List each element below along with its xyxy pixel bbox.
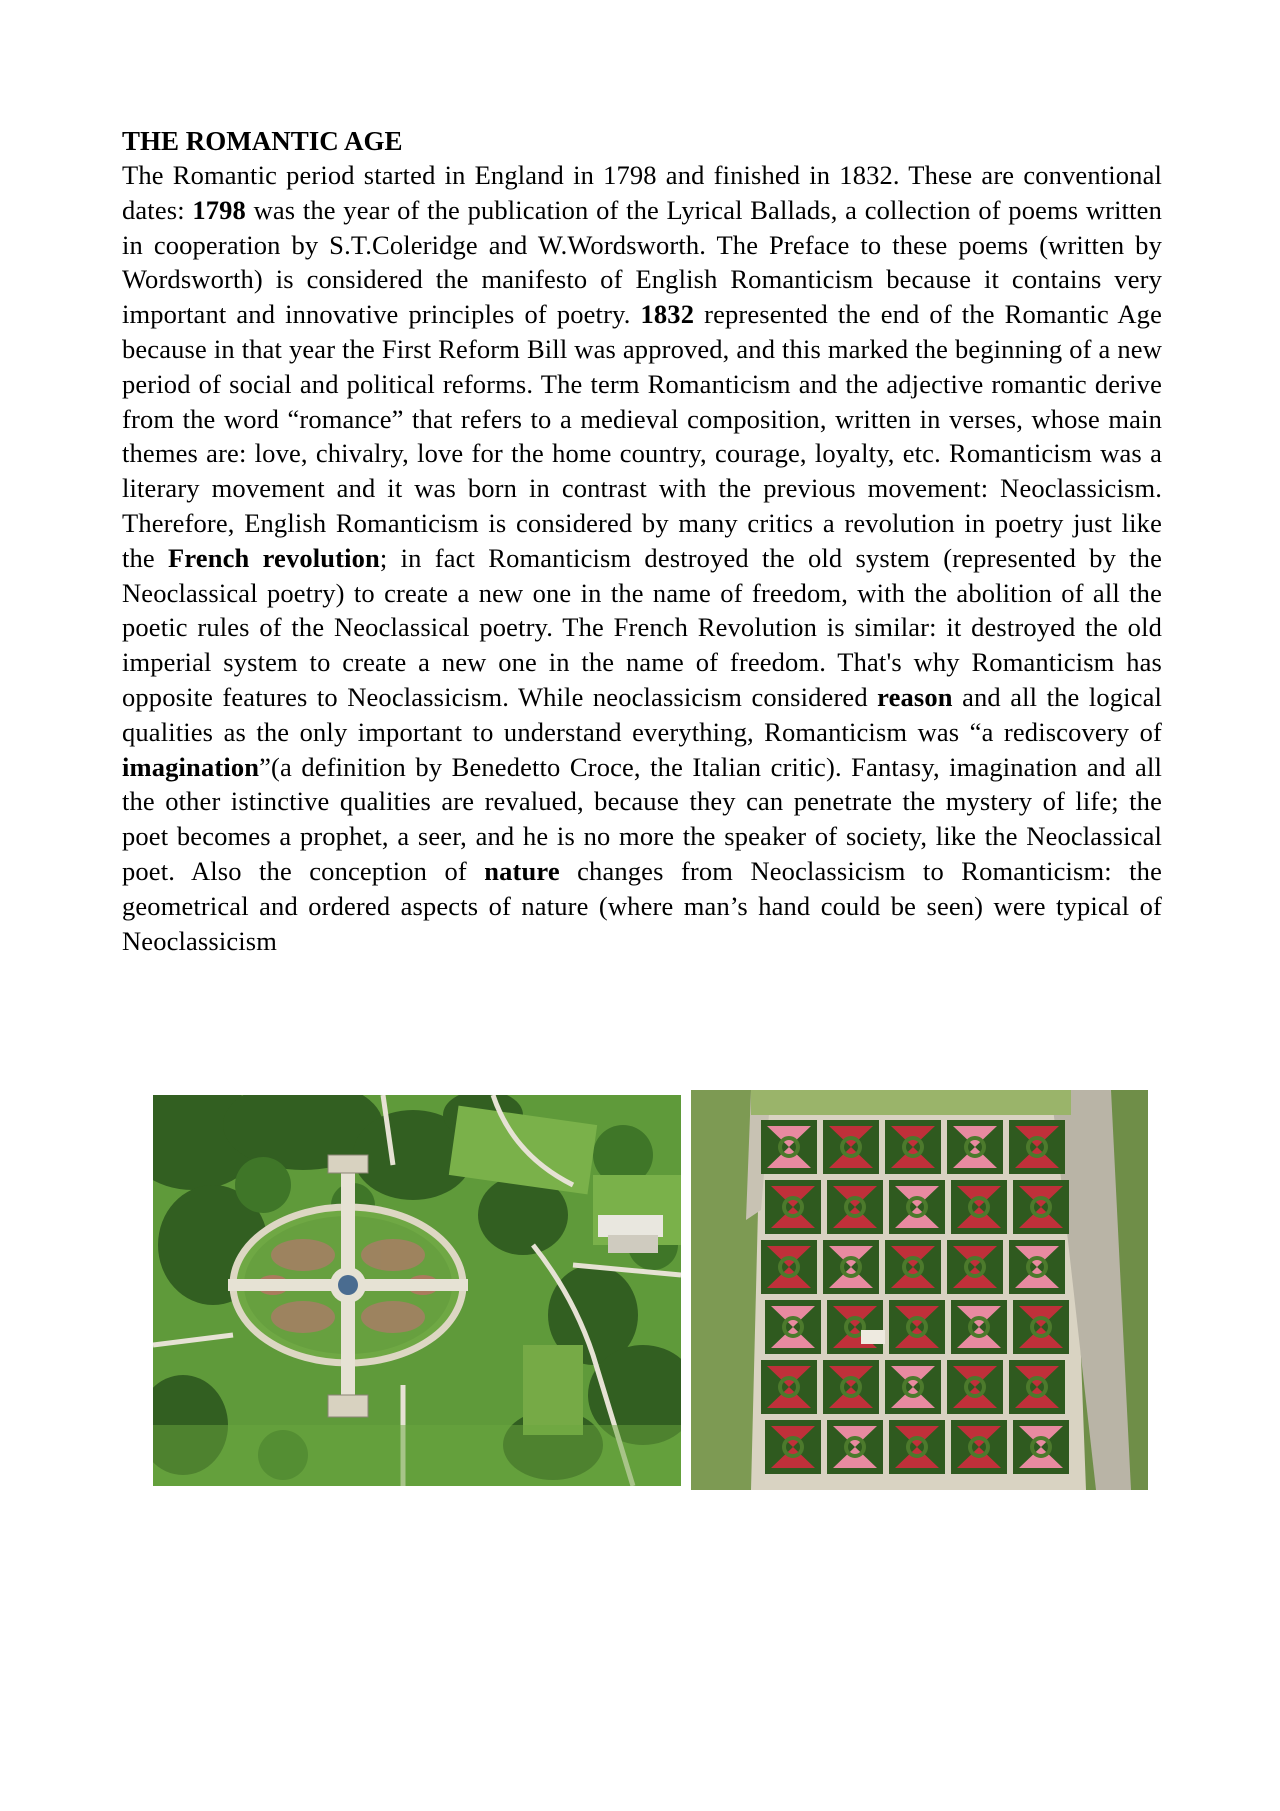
text-run: ”(a definition by Benedetto Croce, the Italian critic). Fantasy, imagination and all the other istinctive qualities are revalued, because they can penetrate the mystery of life; the poet becomes a prophet, a seer, and he is no more the speaker of society, like the Neoclassical poet. Also the conception of (122, 751, 1162, 886)
text-run: changes from Neoclassicism to Romanticism: the geometrical and ordered aspects of nature (where man’s hand could be seen) were typical of Neoclassicism (122, 855, 1162, 956)
bold-term: imagination (122, 751, 260, 782)
body-paragraph (122, 158, 1162, 958)
formal-parterre-garden-icon (691, 1090, 1148, 1490)
text-run: The Romantic period started in England in 1798 and finished in 1832. These are conventional dates: (122, 160, 1162, 225)
aerial-garden-image (153, 1095, 681, 1486)
text-run: ; in fact Romanticism destroyed the old system (represented by the Neoclassical poetry) to create a new one in the name of freedom, with the abolition of all the poetic rules of the Neoclassical poetry. The French Revolution is similar: it destroyed the old imperial system to create a new one in the name of freedom. That's why Romanticism has opposite features to Neoclassicism. While neoclassicism considered (122, 542, 1162, 712)
bold-term: nature (484, 855, 560, 886)
text-run: represented the end of the Romantic Age because in that year the First Reform Bill was approved, and this marked the beginning of a new period of social and political reforms. The term Romanticism and the adjective romantic derive from the word “romance” that refers to a medieval composition, written in verses, whose main themes are: love, chivalry, love for the home country, courage, loyalty, etc. Romanticism was a literary movement and it was born in contrast with the previous movement: Neoclassicism. Therefore, English Romanticism is considered by many critics a revolution in poetry just like the (122, 299, 1162, 573)
document-content (122, 124, 1162, 958)
text-run: was the year of the publication of the Lyrical Ballads, a collection of poems written in cooperation by S.T.Coleridge and W.Wordsworth. The Preface to these poems (written by Wordsworth) is considered the manifesto of English Romanticism because it contains very important and innovative principles of poetry. (122, 194, 1162, 330)
page-title: THE ROMANTIC AGE (122, 126, 403, 156)
text-run: and all the logical qualities as the only important to understand everything, Romanticism was “a rediscovery of (122, 681, 1162, 747)
bold-term: reason (877, 681, 953, 712)
bold-term: 1832 (640, 299, 695, 330)
aerial-circular-garden-icon (153, 1095, 681, 1486)
parterre-garden-image (691, 1090, 1148, 1490)
bold-term: 1798 (192, 194, 246, 225)
bold-term: French revolution (168, 542, 380, 573)
